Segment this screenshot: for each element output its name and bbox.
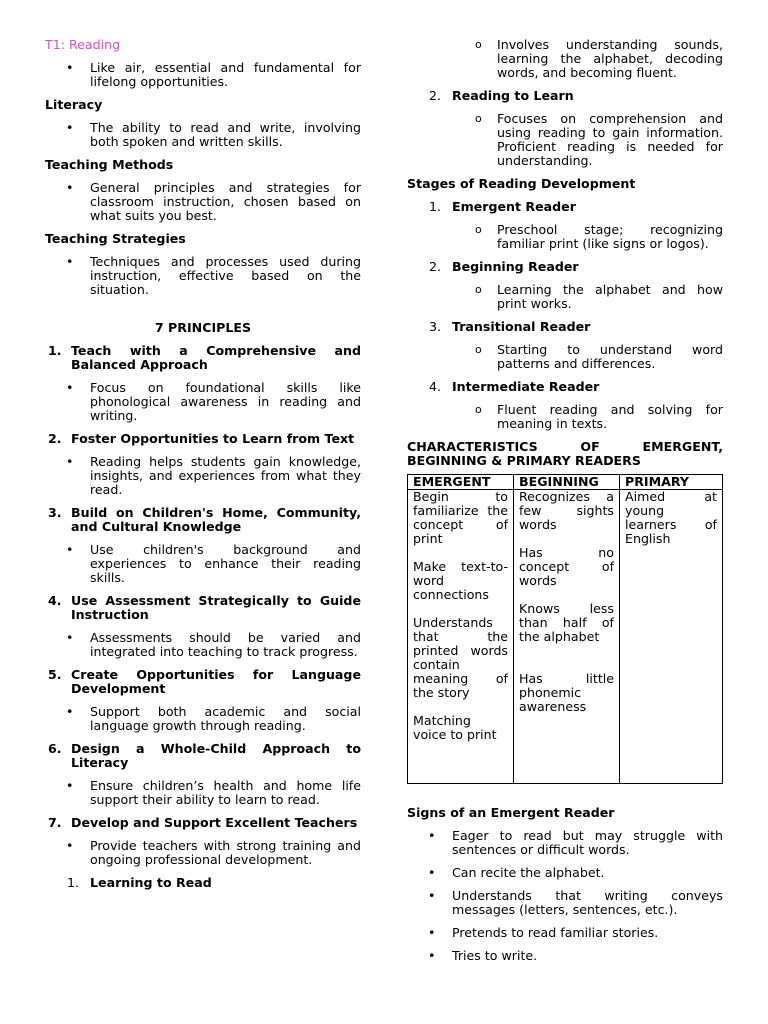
- table-row: [408, 490, 723, 784]
- sign-item: • Pretends to read familiar stories.: [428, 925, 659, 940]
- characteristics-heading: CHARACTERISTICS OF EMERGENT, BEGINNING & PRIMARY READERS: [407, 439, 723, 468]
- principle-title: 4. Use Assessment Strategically to Guide Instruction: [48, 593, 361, 622]
- bullet-icon: •: [428, 865, 436, 880]
- beginning-cell: Recognizes a few sights words Has no concept of words Knows less than half of the alphabet Has little phonemic awareness: [514, 490, 620, 784]
- bullet-icon: •: [66, 380, 74, 395]
- signs-heading: Signs of an Emergent Reader: [407, 805, 615, 820]
- literacy-bullet: • The ability to read and write, involving both spoken and written skills.: [66, 120, 361, 149]
- bullet-icon: •: [66, 630, 74, 645]
- principle-bullet: • Reading helps students gain knowledge, insights, and experiences from what they read.: [66, 454, 361, 497]
- stages-heading: Stages of Reading Development: [407, 176, 636, 191]
- circle-bullet-icon: o: [475, 223, 482, 236]
- principle-title: 7. Develop and Support Excellent Teachers: [48, 815, 358, 830]
- principle-bullet: • Provide teachers with strong training and ongoing professional development.: [66, 838, 361, 867]
- primary-cell: Aimed at young learners of English: [620, 490, 723, 784]
- right-column: [407, 38, 723, 972]
- principle-title: 2. Foster Opportunities to Learn from Text: [48, 431, 355, 446]
- bullet-icon: •: [66, 542, 74, 557]
- principle-title: 6. Design a Whole-Child Approach to Literacy: [48, 741, 361, 770]
- stage-item: 2. Beginning Reader o Learning the alphabet and how print works.: [429, 259, 723, 311]
- principle-bullet: • Use children's background and experiences to enhance their reading skills.: [66, 542, 361, 585]
- principle-bullet: • Focus on foundational skills like phonological awareness in reading and writing.: [66, 380, 361, 423]
- principle-bullet: • Support both academic and social language growth through reading.: [66, 704, 361, 733]
- bullet-icon: •: [66, 120, 74, 135]
- principle-bullet: • Ensure children’s health and home life support their ability to learn to read.: [66, 778, 361, 807]
- principle-item: [45, 594, 361, 659]
- circle-bullet-icon: o: [475, 283, 482, 296]
- bullet-icon: •: [66, 254, 74, 269]
- principle-title: 1. Teach with a Comprehensive and Balanced Approach: [48, 343, 361, 372]
- principle-item: [45, 668, 361, 733]
- bullet-icon: •: [428, 925, 436, 940]
- sign-item: • Understands that writing conveys messages (letters, sentences, etc.).: [428, 888, 723, 917]
- bullet-icon: •: [66, 454, 74, 469]
- reading-to-learn-bullet: o Focuses on comprehension and using reading to gain information. Proficient reading is needed for understanding.: [475, 111, 723, 168]
- table-header: BEGINNING: [514, 475, 620, 490]
- principle-bullet: • Assessments should be varied and integrated into teaching to track progress.: [66, 630, 361, 659]
- stage-item: 1. Emergent Reader o Preschool stage; recognizing familiar print (like signs or logos).: [429, 199, 723, 251]
- learning-to-read-item: 1. Learning to Read: [67, 875, 212, 890]
- principle-item: [45, 816, 361, 867]
- reading-to-learn-item: 2. Reading to Learn: [429, 88, 574, 103]
- principle-item: [45, 506, 361, 585]
- strategies-bullet: • Techniques and processes used during instruction, effective based on the situation.: [66, 254, 361, 297]
- bullet-icon: •: [66, 838, 74, 853]
- methods-bullet: • General principles and strategies for classroom instruction, chosen based on what suits you best.: [66, 180, 361, 223]
- methods-heading: Teaching Methods: [45, 157, 174, 172]
- principle-item: [45, 742, 361, 807]
- bullet-icon: •: [66, 60, 74, 75]
- table-header: PRIMARY: [620, 475, 723, 490]
- principles-heading: 7 PRINCIPLES: [154, 320, 252, 335]
- circle-bullet-icon: o: [475, 403, 482, 416]
- learning-to-read-bullet: o Involves understanding sounds, learning the alphabet, decoding words, and becoming fluent.: [475, 37, 723, 80]
- principle-item: [45, 344, 361, 423]
- characteristics-table: [407, 474, 723, 784]
- strategies-heading: Teaching Strategies: [45, 231, 186, 246]
- stage-item: 4. Intermediate Reader o Fluent reading and solving for meaning in texts.: [429, 379, 723, 431]
- circle-bullet-icon: o: [475, 343, 482, 356]
- bullet-icon: •: [66, 704, 74, 719]
- bullet-icon: •: [66, 778, 74, 793]
- bullet-icon: •: [428, 888, 436, 903]
- emergent-cell: Begin to familiarize the concept of print Make text-to- word connections Understands that the printed words contain meaning of the story Matching voice to print: [408, 490, 514, 784]
- intro-bullet: • Like air, essential and fundamental for lifelong opportunities.: [66, 60, 361, 89]
- sign-item: • Can recite the alphabet.: [428, 865, 605, 880]
- bullet-icon: •: [428, 828, 436, 843]
- bullet-icon: •: [66, 180, 74, 195]
- table-header: EMERGENT: [408, 475, 514, 490]
- principle-title: 5. Create Opportunities for Language Development: [48, 667, 361, 696]
- circle-bullet-icon: o: [475, 38, 482, 51]
- principle-item: [45, 432, 361, 497]
- sign-item: • Eager to read but may struggle with sentences or difficult words.: [428, 828, 723, 857]
- sign-item: • Tries to write.: [428, 948, 538, 963]
- stage-item: 3. Transitional Reader o Starting to understand word patterns and differences.: [429, 319, 723, 371]
- principle-title: 3. Build on Children's Home, Community, and Cultural Knowledge: [48, 505, 361, 534]
- literacy-heading: Literacy: [45, 97, 103, 112]
- page-title: T1: Reading: [45, 37, 121, 52]
- bullet-icon: •: [428, 948, 436, 963]
- left-column: [45, 38, 361, 899]
- circle-bullet-icon: o: [475, 112, 482, 125]
